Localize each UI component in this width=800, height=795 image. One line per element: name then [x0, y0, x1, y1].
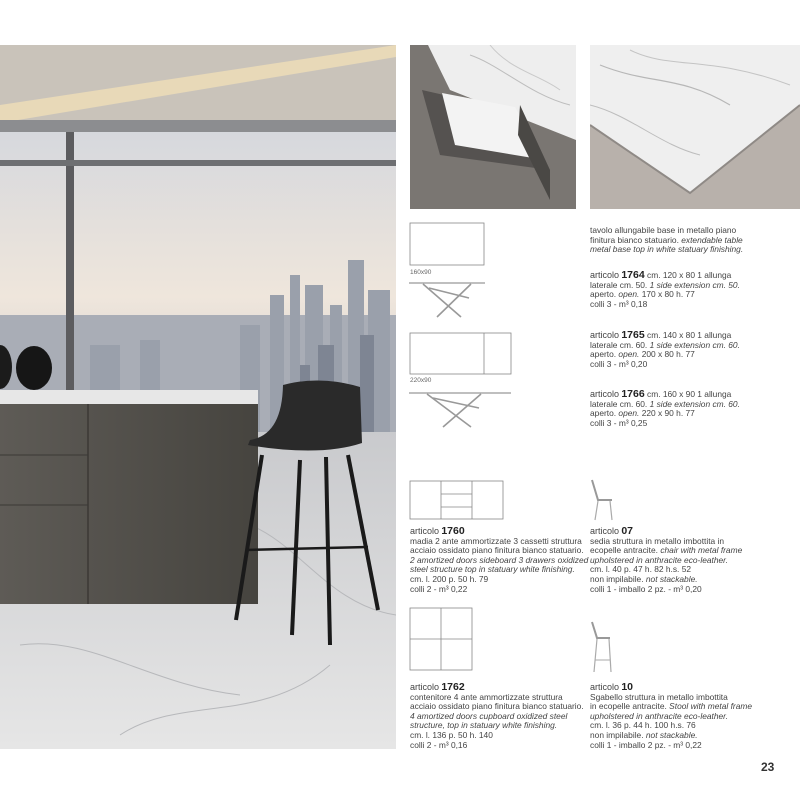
- article-1765-size: cm. 140 x 80 1 allunga: [647, 330, 732, 340]
- stool-10-sketch: [588, 620, 618, 679]
- article-07-packages: colli 1 - imballo 2 pz. - m³ 0,20: [590, 583, 702, 594]
- article-1764-ext-en: 1 side extension cm. 50.: [649, 279, 740, 290]
- article-1762-size: cm. l. 136 p. 50 h. 140: [410, 729, 493, 740]
- article-1764-code: 1764: [621, 269, 645, 281]
- article-1760-code: 1760: [441, 525, 465, 537]
- article-1760-desc-en-1: 2 amortized doors sideboard 3 drawers oxidized: [410, 554, 589, 565]
- article-1766-open-en: open.: [618, 408, 640, 419]
- article-1764-packages: colli 3 - m³ 0,18: [590, 298, 648, 309]
- article-07-desc-en-2: upholstered in anthracite eco-leather.: [590, 554, 728, 565]
- sideboard-1760-sketch: [409, 480, 505, 527]
- article-1762-label: articolo: [410, 682, 440, 692]
- article-1766-open-it: aperto.: [590, 408, 617, 419]
- article-1766-ext-en: 1 side extension cm. 60.: [649, 398, 740, 409]
- article-1764-ext-it: laterale cm. 50.: [590, 279, 648, 290]
- article-1760-label: articolo: [410, 526, 440, 536]
- article-1764-open-size: 170 x 80 h. 77: [641, 289, 695, 300]
- drawer-detail-illustration: [410, 45, 576, 209]
- article-1762-code: 1762: [441, 681, 465, 693]
- article-1766-ext-it: laterale cm. 60.: [590, 398, 648, 409]
- article-10-code: 10: [621, 681, 634, 693]
- article-1766-packages: colli 3 - m³ 0,25: [590, 417, 648, 428]
- article-1766-open-size: 220 x 90 h. 77: [641, 408, 695, 419]
- stool-10-drawing: [588, 620, 618, 674]
- article-1766-size: cm. 160 x 90 1 allunga: [647, 389, 732, 399]
- intro-line-3-en: metal base top in white statuary finishing.: [590, 244, 744, 255]
- article-1762-packages: colli 2 - m³ 0,16: [410, 739, 468, 750]
- article-1766-code: 1766: [621, 388, 645, 400]
- chair-07-drawing: [588, 478, 618, 522]
- article-07: [590, 527, 742, 594]
- article-1760-desc-en-2: steel structure top in statuary white finishing.: [410, 564, 575, 575]
- marble-top-photo: [590, 45, 800, 209]
- article-1760-packages: colli 2 - m³ 0,22: [410, 583, 468, 594]
- article-1765-open-size: 200 x 80 h. 77: [641, 349, 695, 360]
- article-1765-open-en: open.: [618, 349, 640, 360]
- dimension-label-160: 160x90: [410, 269, 432, 276]
- article-1762-desc-2: acciaio ossidato piano finitura bianco statuario.: [410, 701, 584, 712]
- article-07-size: cm. l. 40 p. 47 h. 82 h.s. 52: [590, 564, 692, 575]
- article-1762-desc-en-2: structure, top in statuary white finishing.: [410, 720, 558, 731]
- page-number: 23: [761, 760, 775, 774]
- article-1765-packages: colli 3 - m³ 0,20: [590, 358, 648, 369]
- interior-photo-illustration: [0, 45, 396, 749]
- article-10-desc-en-2: upholstered in anthracite eco-leather.: [590, 710, 728, 721]
- article-1765-label: articolo: [590, 330, 620, 340]
- article-1765-open-it: aperto.: [590, 349, 617, 360]
- article-07-desc-2-en: chair with metal frame: [660, 545, 743, 556]
- article-1765-ext-it: laterale cm. 60.: [590, 339, 648, 350]
- article-1762-desc-1: contenitore 4 ante ammortizzate struttura: [410, 691, 563, 702]
- article-1764-label: articolo: [590, 270, 620, 280]
- intro-line-2-it: finitura bianco statuario.: [590, 234, 679, 245]
- article-1765-ext-en: 1 side extension cm. 60.: [649, 339, 740, 350]
- cupboard-1762-drawing: [409, 607, 475, 673]
- article-07-desc-1: sedia struttura in metallo imbottita in: [590, 535, 725, 546]
- article-10-size: cm. l. 36 p. 44 h. 100 h.s. 76: [590, 720, 696, 731]
- article-1760: [410, 527, 588, 594]
- article-07-stack-it: non impilabile.: [590, 573, 644, 584]
- sideboard-1760-drawing: [409, 480, 505, 522]
- article-07-label: articolo: [590, 526, 620, 536]
- article-10-desc-1: Sgabello struttura in metallo imbottita: [590, 691, 728, 702]
- article-07-desc-2-it: ecopelle antracite.: [590, 545, 658, 556]
- article-1764-open-it: aperto.: [590, 289, 617, 300]
- article-10-desc-2-it: in ecopelle antracite.: [590, 701, 667, 712]
- article-1764-size: cm. 120 x 80 1 allunga: [647, 270, 732, 280]
- article-1766-label: articolo: [590, 389, 620, 399]
- article-10-label: articolo: [590, 682, 620, 692]
- article-10-stack-it: non impilabile.: [590, 729, 644, 740]
- article-10-desc-2-en: Stool with metal frame: [669, 701, 753, 712]
- marble-top-illustration: [590, 45, 800, 209]
- article-1765-code: 1765: [621, 329, 645, 341]
- article-10-stack-en: not stackable.: [645, 729, 698, 740]
- article-1762-desc-en-1: 4 amortized doors cupboard oxidized steel: [410, 710, 568, 721]
- article-07-code: 07: [621, 525, 634, 537]
- article-1765: [590, 331, 740, 369]
- dimension-label-220: 220x90: [410, 377, 432, 384]
- article-1764-open-en: open.: [618, 289, 640, 300]
- table-intro-text: [590, 226, 743, 255]
- article-1762: [410, 683, 584, 750]
- drawer-detail-photo: [410, 45, 576, 209]
- article-1760-desc-2: acciaio ossidato piano finitura bianco statuario.: [410, 545, 584, 556]
- intro-line-2-en: extendable table: [681, 234, 743, 245]
- article-1764: [590, 271, 740, 309]
- article-1760-desc-1: madia 2 ante ammortizzate 3 cassetti struttura: [410, 535, 582, 546]
- article-1766: [590, 390, 740, 428]
- article-1760-size: cm. l. 200 p. 50 h. 79: [410, 573, 489, 584]
- table-220-sketch: [409, 332, 513, 437]
- article-10-packages: colli 1 - imballo 2 pz. - m³ 0,22: [590, 739, 702, 750]
- chair-07-sketch: [588, 478, 618, 527]
- cupboard-1762-sketch: [409, 607, 475, 678]
- interior-photo: [0, 45, 396, 749]
- article-07-stack-en: not stackable.: [645, 573, 698, 584]
- article-10: [590, 683, 752, 750]
- intro-line-1: tavolo allungabile base in metallo piano: [590, 225, 737, 235]
